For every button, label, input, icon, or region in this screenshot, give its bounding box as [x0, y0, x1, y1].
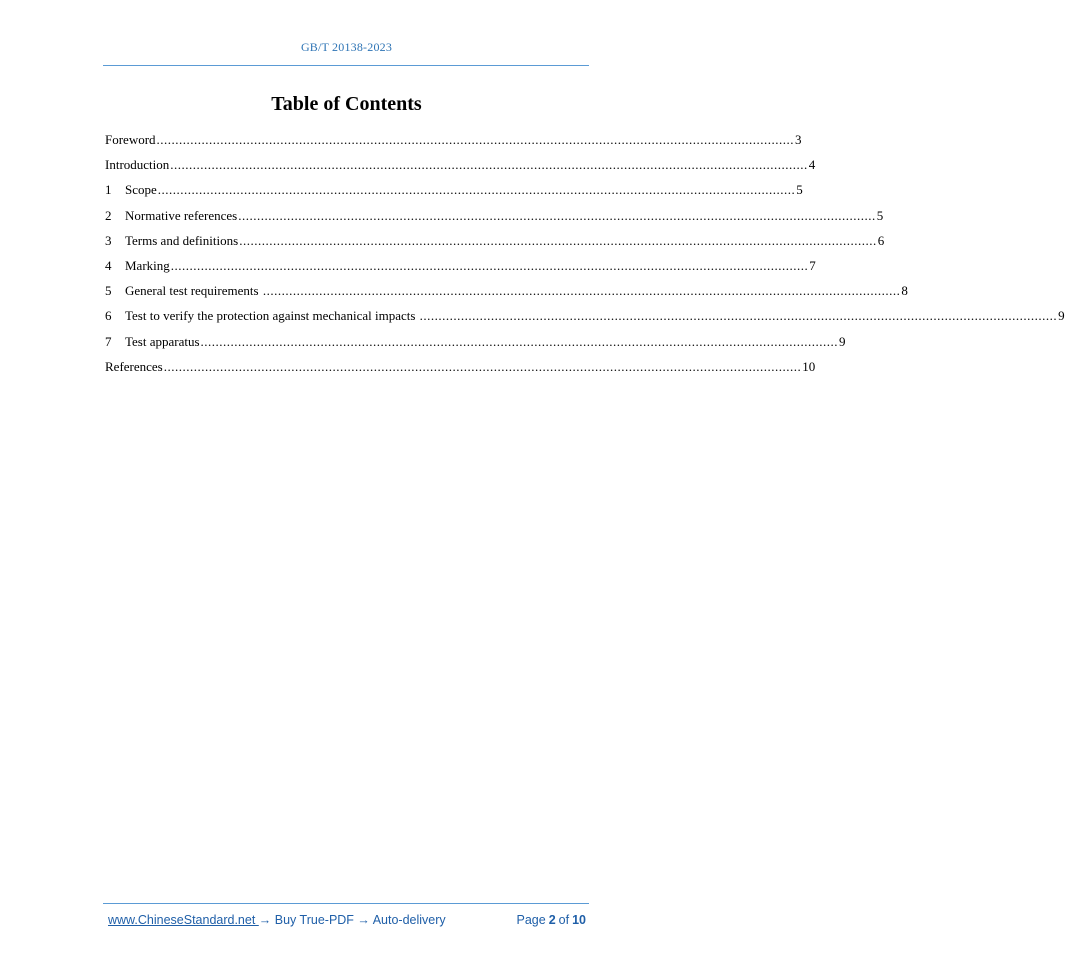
site-link[interactable]: www.ChineseStandard.net — [108, 913, 259, 927]
toc-entry-page: 7 — [809, 257, 816, 273]
toc-entry-label: General test requirements — [125, 283, 262, 299]
toc-entry-label: Test apparatus — [125, 333, 200, 349]
toc-dot-leader: .......................................................................................................................................................................... — [156, 132, 795, 147]
toc-entry-number: 1 — [105, 182, 112, 198]
toc-list — [105, 131, 1065, 383]
toc-entry-page: 5 — [876, 207, 884, 223]
document-header-id: GB/T 20138-2023 — [300, 40, 393, 54]
toc-entry-number: 6 — [105, 308, 112, 324]
buy-true-pdf-text: Buy True-PDF — [271, 913, 358, 927]
toc-entry-page: 4 — [808, 157, 816, 173]
toc-entry-page: 9 — [839, 333, 846, 349]
toc-entry-normative-references[interactable] — [105, 207, 884, 232]
toc-entry-label: Normative references — [125, 207, 238, 223]
footer-promo — [108, 913, 446, 927]
toc-dot-leader: .......................................................................................................................................................................... — [163, 358, 802, 374]
toc-entry-terms-and-definitions[interactable] — [105, 232, 885, 257]
toc-entry-page: 5 — [796, 182, 803, 198]
total-page-count: 10 — [572, 913, 586, 927]
toc-dot-leader: .......................................................................................................................................................................... — [157, 182, 796, 198]
toc-entry-page: 3 — [795, 132, 802, 147]
arrow-right-icon: → — [258, 913, 272, 927]
toc-dot-leader: .......................................................................................................................................................................... — [200, 333, 839, 349]
header-divider — [103, 65, 589, 66]
toc-entry-general-test-requirements[interactable] — [105, 282, 908, 307]
toc-entry-references[interactable] — [105, 358, 816, 383]
page-indicator — [517, 913, 587, 927]
auto-delivery-text: Auto-delivery — [369, 913, 446, 927]
page-footer — [108, 913, 586, 927]
toc-entry-label: Introduction — [105, 157, 170, 173]
toc-entry-label: Terms and definitions — [125, 232, 239, 248]
toc-entry-test-apparatus[interactable] — [105, 333, 846, 358]
toc-title: Table of Contents — [271, 93, 422, 115]
toc-entry-number: 3 — [105, 232, 112, 248]
toc-dot-leader: .......................................................................................................................................................................... — [239, 232, 877, 248]
toc-dot-leader: .......................................................................................................................................................................... — [170, 257, 809, 273]
toc-dot-leader: .......................................................................................................................................................................... — [419, 308, 1058, 324]
toc-dot-leader: .......................................................................................................................................................................... — [238, 207, 876, 223]
toc-entry-page: 8 — [901, 283, 908, 299]
toc-dot-leader: .......................................................................................................................................................................... — [262, 283, 901, 299]
toc-entry-page: 10 — [802, 358, 816, 374]
toc-entry-page: 9 — [1058, 308, 1065, 324]
toc-entry-label: References — [105, 358, 163, 374]
toc-entry-label: Foreword — [105, 132, 156, 147]
toc-entry-label: Test to verify the protection against mechanical impacts — [125, 308, 419, 324]
current-page-number: 2 — [548, 913, 556, 927]
toc-entry-scope[interactable] — [105, 181, 803, 206]
arrow-right-icon: → — [357, 913, 370, 927]
page-of-label: of — [558, 913, 570, 927]
toc-entry-mechanical-impacts-test[interactable] — [105, 307, 1065, 332]
toc-entry-number: 5 — [105, 283, 112, 299]
toc-entry-foreword[interactable] — [105, 131, 802, 156]
footer-divider — [103, 903, 589, 904]
toc-entry-number: 2 — [105, 207, 112, 223]
toc-entry-number: 7 — [105, 333, 112, 349]
toc-entry-label: Scope — [125, 182, 157, 198]
toc-entry-marking[interactable] — [105, 257, 816, 282]
toc-entry-number: 4 — [105, 257, 112, 273]
page-label: Page — [516, 913, 546, 927]
toc-entry-label: Marking — [125, 257, 170, 273]
toc-dot-leader: .......................................................................................................................................................................... — [170, 157, 808, 173]
toc-entry-page: 6 — [877, 232, 885, 248]
toc-entry-introduction[interactable] — [105, 156, 816, 181]
